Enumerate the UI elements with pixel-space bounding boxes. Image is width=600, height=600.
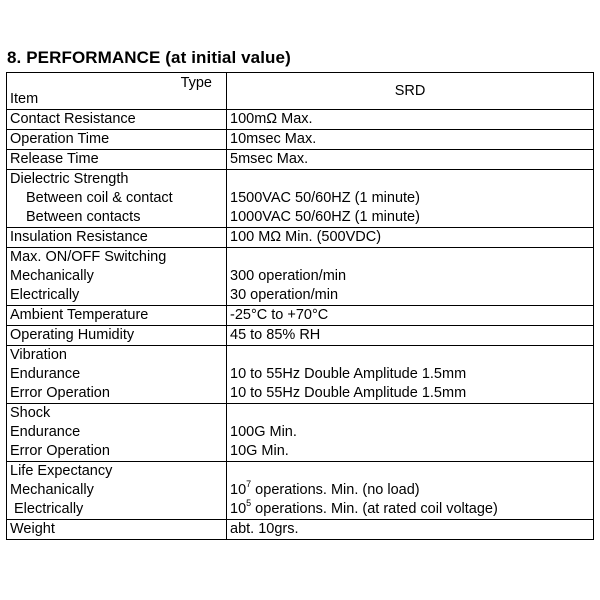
table-row xyxy=(7,170,594,228)
row-value xyxy=(227,404,594,462)
group-heading: Shock xyxy=(10,405,51,421)
performance-table xyxy=(6,72,594,540)
power-exponent: 7 xyxy=(246,479,252,490)
table-row xyxy=(7,346,594,404)
row-value: 5msec Max. xyxy=(227,150,594,170)
table-row xyxy=(7,306,594,326)
sub-value: 10 to 55Hz Double Amplitude 1.5mm xyxy=(230,385,467,401)
sub-value: 30 operation/min xyxy=(230,287,339,303)
sub-value: 300 operation/min xyxy=(230,268,347,284)
power-base: 10 xyxy=(230,482,247,498)
sub-value: 1000VAC 50/60HZ (1 minute) xyxy=(230,209,420,225)
table-row xyxy=(7,110,594,130)
group-heading: Max. ON/OFF Switching xyxy=(10,249,167,265)
header-item-label: Item xyxy=(10,91,39,107)
sub-label: Mechanically xyxy=(10,268,94,284)
sub-label: Error Operation xyxy=(10,385,110,401)
group-heading: Vibration xyxy=(10,347,67,363)
sub-value: 10G Min. xyxy=(230,443,289,459)
row-label: Operation Time xyxy=(7,130,227,150)
row-value xyxy=(227,462,594,520)
sub-label: Error Operation xyxy=(10,443,110,459)
row-value: 100mΩ Max. xyxy=(227,110,594,130)
sub-label: Electrically xyxy=(14,501,84,517)
row-label: Weight xyxy=(7,520,227,540)
table-row xyxy=(7,404,594,462)
row-label xyxy=(7,248,227,306)
table-row xyxy=(7,462,594,520)
row-value: abt. 10grs. xyxy=(227,520,594,540)
sub-label: Endurance xyxy=(10,366,81,382)
table-row xyxy=(7,150,594,170)
row-value: -25°C to +70°C xyxy=(227,306,594,326)
power-base: 10 xyxy=(230,501,247,517)
sub-value xyxy=(230,481,590,500)
row-label: Insulation Resistance xyxy=(7,228,227,248)
row-value: 100 MΩ Min. (500VDC) xyxy=(227,228,594,248)
header-diagonal-cell xyxy=(7,73,227,110)
row-value xyxy=(227,346,594,404)
row-label xyxy=(7,170,227,228)
power-exponent: 5 xyxy=(246,498,252,509)
row-label xyxy=(7,462,227,520)
table-header-row xyxy=(7,73,594,110)
sub-value: 100G Min. xyxy=(230,424,297,440)
group-heading: Life Expectancy xyxy=(10,463,113,479)
header-model-cell: SRD xyxy=(227,73,594,110)
row-label: Release Time xyxy=(7,150,227,170)
row-label xyxy=(7,346,227,404)
sub-value: 1500VAC 50/60HZ (1 minute) xyxy=(230,190,420,206)
sub-label: Endurance xyxy=(10,424,81,440)
row-label: Ambient Temperature xyxy=(7,306,227,326)
table-row xyxy=(7,130,594,150)
row-value: 45 to 85% RH xyxy=(227,326,594,346)
table-row xyxy=(7,326,594,346)
row-label: Contact Resistance xyxy=(7,110,227,130)
sub-value xyxy=(230,500,590,519)
row-value xyxy=(227,248,594,306)
row-value: 10msec Max. xyxy=(227,130,594,150)
table-row xyxy=(7,248,594,306)
section-title: 8. PERFORMANCE (at initial value) xyxy=(7,48,291,67)
group-heading: Dielectric Strength xyxy=(10,171,129,187)
row-label xyxy=(7,404,227,462)
row-label: Operating Humidity xyxy=(7,326,227,346)
table-row xyxy=(7,520,594,540)
sub-label: Between coil & contact xyxy=(26,190,173,206)
sub-label: Between contacts xyxy=(26,209,141,225)
sub-label: Electrically xyxy=(10,287,80,303)
table-row xyxy=(7,228,594,248)
sub-value-text: operations. Min. (at rated coil voltage) xyxy=(251,501,498,517)
header-type-label: Type xyxy=(180,75,212,91)
row-value xyxy=(227,170,594,228)
sub-value-text: operations. Min. (no load) xyxy=(251,482,420,498)
sub-label: Mechanically xyxy=(10,482,94,498)
sub-value: 10 to 55Hz Double Amplitude 1.5mm xyxy=(230,366,467,382)
